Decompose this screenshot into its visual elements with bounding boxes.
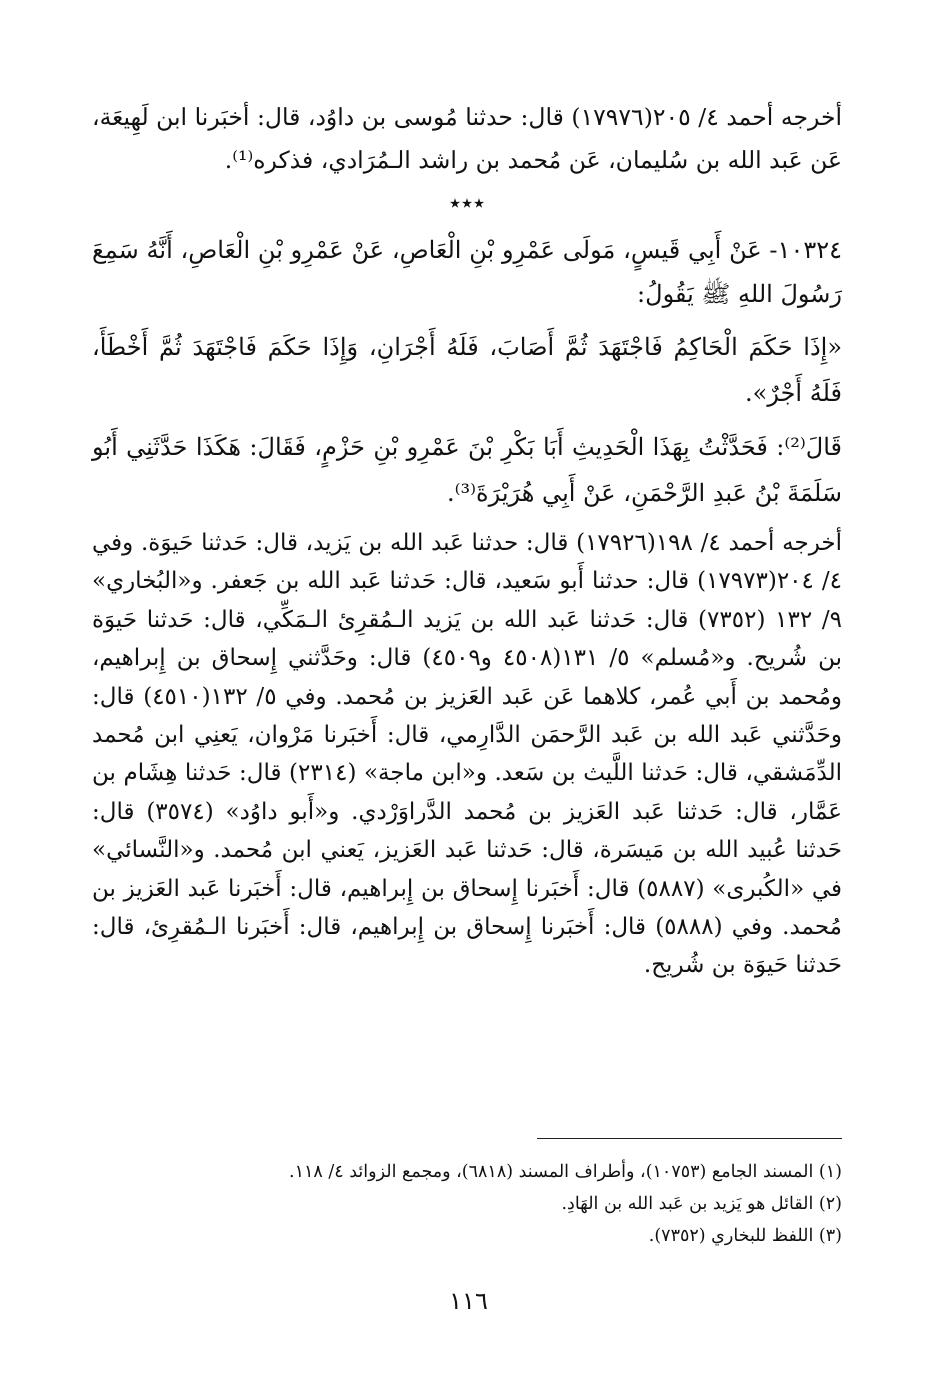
footnote-divider <box>537 1138 842 1139</box>
page-body <box>92 96 842 985</box>
footnote-2: (٢) القائل هو يَزيد بن عَبد الله بن الهَادِ. <box>561 1194 842 1214</box>
takhrij-intro-paragraph: أخرجه أحمد ٤/ ٢٠٥(١٧٩٧٦) قال: حدثنا مُوسى بن داوُد، قال: أخبَرنا ابن لَهِيعَة، عَن عَبد الله بن سُليمان، عَن مُحمد بن راشد الـمُرَادي، فذكره⁽¹⁾. <box>92 103 842 174</box>
footnote-3: (٣) اللفظ للبخاري (٧٣٥٢). <box>648 1226 842 1246</box>
hadith-heading: ١٠٣٢٤- عَنْ أَبِي قَيسٍ، مَولَى عَمْرِو بْنِ الْعَاصِ، عَنْ عَمْرِو بْنِ الْعَاصِ، أَنَّهُ سَمِعَ رَسُولَ اللهِ ﷺ يَقُولُ: <box>92 236 842 308</box>
page-number: ١١٦ <box>449 1287 488 1315</box>
section-separator: ٭٭٭ <box>449 191 485 216</box>
hadith-text: «إِذَا حَكَمَ الْحَاكِمُ فَاجْتَهَدَ ثُمَّ أَصَابَ، فَلَهُ أَجْرَانِ، وَإِذَا حَكَمَ فَاجْتَهَدَ ثُمَّ أَخْطَأَ، فَلَهُ أَجْرٌ». <box>92 333 842 407</box>
takhrij-paragraph: أخرجه أحمد ٤/ ١٩٨(١٧٩٢٦) قال: حدثنا عَبد الله بن يَزيد، قال: حَدثنا حَيوَة. وفي ٤/ ٢٠٤(١٧٩٧٣) قال: حدثنا أَبو سَعيد، قال: حَدثنا عَبد الله بن جَعفر. و«البُخاري» ٩/ ١٣٢ (٧٣٥٢) قال: حَدثنا عَبد الله بن يَزيد الـمُقرِئ الـمَكِّي، قال: حَدثنا حَيوَة بن شُريح. و«مُسلم» ٥/ ١٣١(٤٥٠٨ و٤٥٠٩) قال: وحَدَّثني إِسحاق بن إِبراهيم، ومُحمد بن أَبي عُمر، كلاهما عَن عَبد العَزيز بن مُحمد. وفي ٥/ ١٣٢(٤٥١٠) قال: وحَدَّثني عَبد الله بن عَبد الرَّحمَن الدَّارِمي، قال: أَخبَرنا مَرْوان، يَعنِي ابن مُحمد الدِّمَشقي، قال: حَدثنا اللَّيث بن سَعد. و«ابن ماجة» (٢٣١٤) قال: حَدثنا هِشَام بن عَمَّار، قال: حَدثنا عَبد العَزيز بن مُحمد الدَّراوَرْدي. و«أَبو داوُد» (٣٥٧٤) قال: حَدثنا عُبيد الله بن مَيسَرة، قال: حَدثنا عَبد العَزيز، يَعني ابن مُحمد. و«النَّسائي» في «الكُبرى» (٥٨٨٧) قال: أَخبَرنا إِسحاق بن إِبراهيم، قال: أَخبَرنا عَبد العَزيز بن مُحمد. وفي (٥٨٨٨) قال: أَخبَرنا إِسحاق بن إِبراهيم، قال: أَخبَرنا الـمُقرِئ، قال: حَدثنا حَيوَة بن شُريح. <box>92 530 843 979</box>
footnote-1: (١) المسند الجامع (١٠٧٥٣)، وأطراف المسند (٦٨١٨)، ومجمع الزوائد ٤/ ١١٨. <box>289 1162 842 1182</box>
footnotes <box>92 1156 842 1252</box>
narrator-statement: قَالَ⁽²⁾: فَحَدَّثْتُ بِهَذَا الْحَدِيثِ أَبَا بَكْرِ بْنَ عَمْرِو بْنِ حَزْمٍ، فَقَالَ: هَكَذَا حَدَّثَنِي أَبُو سَلَمَةَ بْنُ عَبدِ الرَّحْمَنِ، عَنْ أَبِي هُرَيْرَةَ⁽³⁾. <box>92 433 842 507</box>
